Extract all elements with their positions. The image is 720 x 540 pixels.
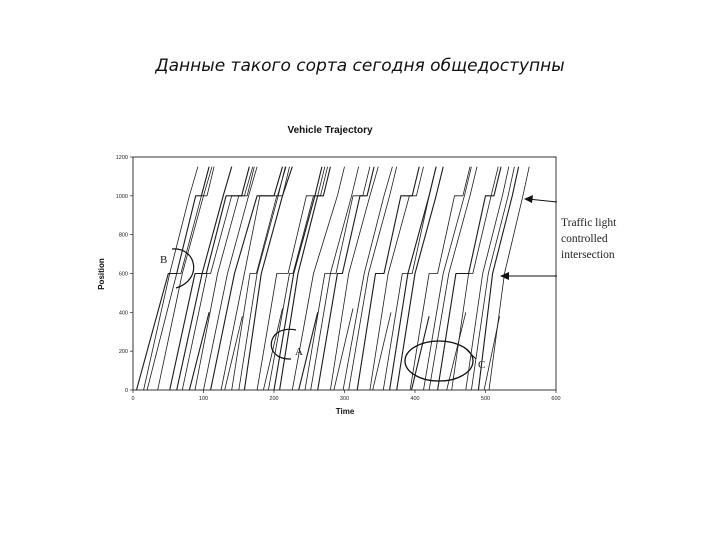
- trajectory-line-31: [177, 167, 232, 390]
- trajectory-line-35: [311, 167, 359, 390]
- traffic-light-text-line-3: intersection: [561, 249, 615, 261]
- trajectory-line-2: [147, 167, 214, 390]
- arrow-upper-head: [524, 195, 533, 203]
- y-tick-label: 800: [118, 232, 128, 239]
- marker-b: [160, 249, 194, 288]
- x-axis: [131, 390, 560, 402]
- x-tick-label: 300: [339, 396, 350, 402]
- trajectory-line-29: [489, 167, 529, 390]
- marker-a-label: A: [295, 346, 303, 358]
- trajectory-line-16: [318, 167, 374, 390]
- y-tick-label: 600: [118, 271, 128, 278]
- marker-b-arc: [172, 249, 194, 288]
- marker-c-label: C: [478, 359, 486, 371]
- trajectory-line-36: [349, 167, 397, 390]
- trajectory-line-11: [257, 167, 325, 390]
- y-tick-label: 400: [118, 310, 128, 317]
- y-tick-label: 0: [124, 388, 128, 394]
- x-tick-label: 600: [551, 396, 561, 402]
- traffic-light-text-line-1: Traffic light: [561, 217, 617, 229]
- chart-title: Vehicle Trajectory: [287, 125, 373, 136]
- y-tick-label: 1000: [115, 193, 128, 200]
- trajectory-line-45: [373, 312, 391, 390]
- marker-b-label: B: [160, 254, 168, 266]
- x-tick-label: 400: [410, 396, 420, 402]
- y-axis: [116, 155, 133, 394]
- trajectory-line-42: [263, 308, 282, 390]
- trajectory-line-38: [429, 167, 477, 390]
- x-tick-label: 0: [131, 396, 135, 402]
- trajectory-line-7: [211, 167, 283, 390]
- y-tick-label: 1200: [115, 155, 128, 161]
- x-axis-label: Time: [335, 407, 355, 416]
- trajectory-line-3: [158, 167, 212, 390]
- x-tick-label: 500: [480, 396, 491, 402]
- traffic-light-text-line-2: controlled: [561, 233, 608, 245]
- slide-title: Данные такого сорта сегодня общедоступны: [155, 56, 565, 76]
- x-tick-label: 200: [269, 396, 279, 402]
- x-tick-label: 100: [198, 396, 209, 402]
- y-axis-label: Position: [97, 258, 106, 290]
- trajectory-line-15: [305, 167, 370, 390]
- trajectory-line-24: [424, 167, 472, 390]
- traffic-light-annotation: [500, 195, 617, 280]
- marker-c-pointer: [464, 347, 476, 359]
- trajectory-lines: [137, 167, 530, 390]
- y-tick-label: 200: [118, 349, 128, 356]
